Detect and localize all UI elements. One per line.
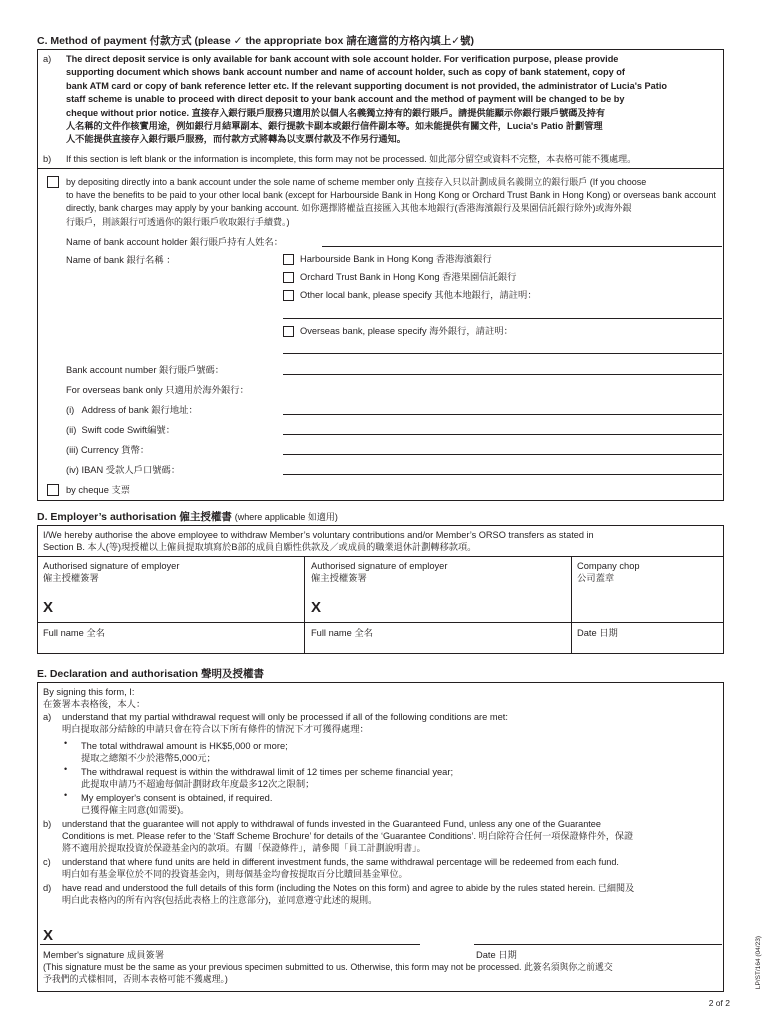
direct-deposit-line: by depositing directly into a bank account under the sole name of scheme member only 直接存入只以計劃成員名義開立的銀行賬戶 (If you choose — [66, 177, 647, 187]
note-a-line: The direct deposit service is only available for bank account with sole account holder. For verification purpose, please provide — [66, 54, 619, 64]
employer-authorisation-line: Section B. 本人(等)現授權以上僱員提取填寫於B部的成員自願性供款及／或成員的職業退休計劃轉移款項。 — [43, 542, 477, 553]
other-bank-field[interactable] — [283, 318, 722, 319]
section-e-title: E. Declaration and authorisation 聲明及授權書 — [37, 668, 264, 680]
member-signature-field[interactable] — [40, 916, 420, 944]
full-name-1-label: Full name 全名 — [43, 628, 105, 638]
bullet-marker: • — [64, 738, 68, 748]
section-c-title: C. Method of payment 付款方式 (please ✓ the appropriate box 請在適當的方格內填上✓號) — [37, 35, 475, 47]
section-d-title — [37, 509, 338, 524]
employer-signature-2-field[interactable] — [305, 585, 570, 621]
bullet-3-en: My employer's consent is obtained, if required. — [81, 793, 273, 803]
bullet-1-zh: 提取之總額不少於港幣5,000元； — [81, 753, 216, 763]
direct-deposit-line: to have the benefits to be paid to your other local bank (except for Harbourside Bank in Hong Kong or Orchard Trust Bank in Hong Kong) or overseas bank account — [66, 190, 716, 201]
clause-c-text — [62, 856, 720, 880]
direct-deposit-checkbox[interactable] — [47, 176, 59, 188]
bullet-marker: • — [64, 764, 68, 774]
note-a-label: a) — [43, 54, 52, 64]
signature-note — [43, 961, 721, 985]
cheque-label: by cheque 支票 — [66, 485, 131, 495]
bullet-3-zh: 已獲得僱主同意(如需要)。 — [81, 805, 190, 815]
direct-deposit-line: 行賬戶，則該銀行可透過你的銀行賬戶收取銀行手續費。) — [66, 216, 290, 227]
employer-signature-2-label-zh: 僱主授權簽署 — [311, 573, 367, 583]
full-name-1-field[interactable] — [38, 638, 303, 653]
direct-deposit-line: directly, bank charges may apply by your banking account. 如你選擇將權益直接匯入其他本地銀行(香港海濱銀行及果園信託銀行除外)或海外銀 — [66, 203, 632, 214]
employer-signature-2-label — [311, 560, 447, 584]
date-line — [474, 944, 722, 945]
bullet-2-zh: 此提取申請乃不超逾每個計劃財政年度最多12次之限制； — [81, 779, 315, 789]
overseas-field-address-label: (i) Address of bank 銀行地址： — [66, 405, 198, 415]
swift-field[interactable] — [283, 434, 722, 435]
company-chop-label — [577, 560, 640, 584]
note-a-line: supporting document which shows bank account number and name of account holder, such as copy of bank statement, copy of — [66, 67, 625, 78]
clause-a-zh: 明白提取部分結餘的申請只會在符合以下所有條件的情況下才可獲得處理： — [62, 724, 369, 734]
note-b-text: If this section is left blank or the information is incomplete, this form may not be processed. 如此部分留空或資料不完整，本表格可能不獲處理。 — [66, 154, 637, 164]
note-a-line: cheque without prior notice. 直接存入銀行賬戶服務只適用於以個人名義獨立持有的銀行賬戶。請提供能顯示你銀行賬戶號碼及持有 — [66, 107, 606, 118]
note-a-line: bank ATM card or copy of bank reference letter etc. If the relevant supporting document is not provided, the administrator of Lucia's Patio — [66, 80, 668, 91]
bank-option-2: Orchard Trust Bank in Hong Kong 香港果園信託銀行 — [300, 272, 517, 282]
clause-a-label: a) — [43, 712, 52, 722]
declaration-intro-en: By signing this form, I: — [43, 687, 135, 697]
section-d-heading: D. Employer’s authorisation 僱主授權書 — [37, 511, 232, 523]
account-number-field[interactable] — [283, 374, 722, 375]
page-number: 2 of 2 — [708, 998, 730, 1008]
currency-field[interactable] — [283, 454, 722, 455]
employer-signature-1-label-en: Authorised signature of employer — [43, 561, 180, 571]
clause-c-label: c) — [43, 857, 51, 867]
signature-x-mark: X — [43, 599, 54, 616]
account-number-label: Bank account number 銀行賬戶號碼： — [66, 365, 225, 375]
note-a-line: 人不能提供直接存入銀行賬戶服務，而付款方式將轉為以支票付款及不作另行通知。 — [66, 134, 406, 145]
overseas-only-label: For overseas bank only 只適用於海外銀行： — [66, 385, 249, 395]
clause-b-text — [62, 818, 720, 855]
employer-signature-1-label — [43, 560, 179, 584]
company-chop-label-zh: 公司蓋章 — [577, 573, 615, 583]
iban-field[interactable] — [283, 474, 722, 475]
divider — [37, 168, 724, 169]
full-name-2-field[interactable] — [305, 638, 570, 653]
overseas-field-currency-label: (iii) Currency 貨幣： — [66, 445, 150, 455]
clause-d-line: 明白此表格內的所有內容(包括此表格上的注意部分)，並同意遵守此述的規則。 — [62, 895, 378, 906]
signature-x-mark: X — [43, 927, 54, 944]
member-date-label: Date 日期 — [476, 950, 517, 960]
full-name-2-label: Full name 全名 — [311, 628, 373, 638]
bank-name-label: Name of bank 銀行名稱 ： — [66, 255, 176, 265]
overseas-option: Overseas bank, please specify 海外銀行，請註明： — [300, 326, 513, 336]
member-signature-label: Member's signature 成員簽署 — [43, 950, 165, 960]
overseas-checkbox[interactable] — [283, 326, 294, 337]
note-a-line: staff scheme is unable to proceed with direct deposit to your bank account and the method of payment will be changed to be by — [66, 94, 625, 105]
date-field[interactable] — [572, 638, 723, 653]
employer-authorisation-text — [43, 529, 719, 554]
holder-field[interactable] — [322, 246, 722, 247]
clause-d-line: have read and understood the full details of this form (including the Notes on this form) and agree to abide by the rules stated herein. 已細閱及 — [62, 883, 635, 893]
bullet-1-en: The total withdrawal amount is HK$5,000 or more; — [81, 741, 288, 751]
signature-x-mark: X — [311, 599, 322, 616]
bullet-2-en: The withdrawal request is within the withdrawal limit of 12 times per scheme financial year; — [81, 767, 454, 777]
signature-note-line: 予我們的式樣相同，否則本表格可能不獲處理。) — [43, 974, 228, 984]
form-code: LP/ST/164 (04/23) — [755, 936, 762, 990]
employer-authorisation-line: I/We hereby authorise the above employee to withdraw Member’s voluntary contributions and/or Member’s ORSO transfers as stated in — [43, 530, 594, 540]
overseas-field-swift-label: (ii) Swift code Swift編號： — [66, 425, 175, 435]
overseas-bank-field[interactable] — [283, 353, 722, 354]
signature-note-line: (This signature must be the same as your previous specimen submitted to us. Otherwise, this form may not be processed. 此簽名須與你之前遞交 — [43, 962, 613, 972]
bank-option-checkbox-2[interactable] — [283, 272, 294, 283]
bank-option-checkbox-3[interactable] — [283, 290, 294, 301]
clause-c-line: 明白如有基金單位於不同的投資基金內，則每個基金均會按提取百分比贖回基金單位。 — [62, 869, 408, 880]
bullet-marker: • — [64, 790, 68, 800]
note-b-label: b) — [43, 154, 52, 164]
company-chop-label-en: Company chop — [577, 561, 640, 571]
clause-d-text — [62, 882, 720, 906]
employer-signature-2-label-en: Authorised signature of employer — [311, 561, 448, 571]
bank-option-checkbox-1[interactable] — [283, 254, 294, 265]
clause-b-line: 將不適用於提取投資於保證基金內的款項。有關「保證條件」，請參閱「員工計劃說明書」。 — [62, 843, 426, 854]
member-signature-line — [40, 944, 420, 945]
member-date-field[interactable] — [474, 916, 722, 944]
note-a-line: 人名稱的文件作核實用途，例如銀行月結單副本、銀行提款卡副本或銀行信件副本等。如未能提供有關文件，Lucia's Patio 計劃管理 — [66, 121, 603, 132]
overseas-field-iban-label: (iv) IBAN 受款人戶口號碼： — [66, 465, 181, 475]
declaration-intro-zh: 在簽署本表格後，本人： — [43, 699, 146, 709]
clause-b-line: understand that the guarantee will not apply to withdrawal of funds invested in the Guaranteed Fund, unless any one of the Guarantee — [62, 819, 601, 829]
employer-signature-1-field[interactable] — [38, 585, 303, 621]
clause-d-label: d) — [43, 883, 52, 893]
clause-c-line: understand that where fund units are held in different investment funds, the same withdrawal percentage will be redeemed from each fund. — [62, 857, 619, 867]
clause-b-label: b) — [43, 819, 52, 829]
section-d-note: (where applicable 如適用) — [234, 512, 338, 522]
address-field[interactable] — [283, 414, 722, 415]
date-label: Date 日期 — [577, 628, 618, 638]
clause-a-en: understand that my partial withdrawal request will only be processed if all of the following conditions are met: — [62, 712, 508, 722]
cheque-checkbox[interactable] — [47, 484, 59, 496]
divider — [37, 556, 724, 557]
bank-option-3: Other local bank, please specify 其他本地銀行，請註明： — [300, 290, 537, 300]
employer-signature-1-label-zh: 僱主授權簽署 — [43, 573, 99, 583]
note-a-text — [66, 53, 718, 147]
divider — [37, 622, 724, 623]
company-chop-field[interactable] — [572, 585, 723, 621]
holder-label: Name of bank account holder 銀行賬戶持有人姓名： — [66, 237, 284, 247]
direct-deposit-text — [66, 176, 722, 229]
clause-b-line: Conditions is met. Please refer to the ‘Staff Scheme Brochure’ for details of the ‘Guarantee Conditions’. 明白除符合任何一項保證條件外，保證 — [62, 831, 634, 842]
bank-option-1: Harbourside Bank in Hong Kong 香港海濱銀行 — [300, 254, 492, 264]
